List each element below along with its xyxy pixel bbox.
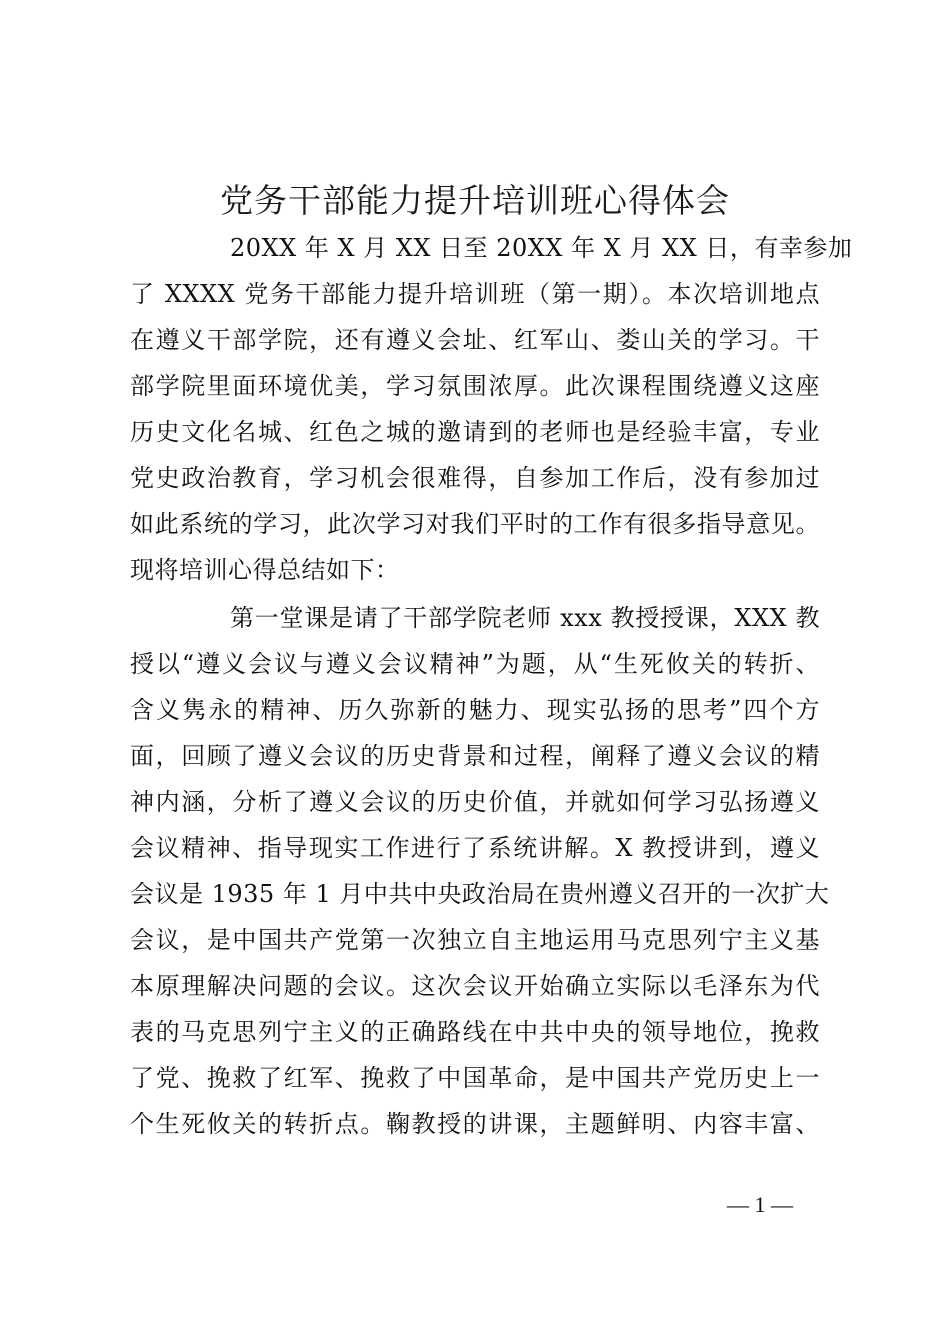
paragraph-line: 第一堂课是请了干部学院老师 xxx 教授授课，XXX 教 bbox=[230, 604, 820, 632]
paragraph-line: 会议，是中国共产党第一次独立自主地运用马克思列宁主义基 bbox=[130, 926, 820, 954]
paragraph-line: 会议精神、指导现实工作进行了系统讲解。X 教授讲到，遵义 bbox=[130, 834, 820, 862]
paragraph-line: 历史文化名城、红色之城的邀请到的老师也是经验丰富，专业 bbox=[130, 418, 820, 446]
paragraph-line: 了党、挽救了红军、挽救了中国革命，是中国共产党历史上一 bbox=[130, 1064, 820, 1092]
document-title: 党务干部能力提升培训班心得体会 bbox=[220, 181, 730, 220]
paragraph-line: 含义隽永的精神、历久弥新的魅力、现实弘扬的思考”四个方 bbox=[130, 696, 820, 724]
paragraph-line: 会议是 1935 年 1 月中共中央政治局在贵州遵义召开的一次扩大 bbox=[130, 880, 830, 908]
paragraph-line: 如此系统的学习，此次学习对我们平时的工作有很多指导意见。 bbox=[130, 510, 820, 538]
paragraph-line: 党史政治教育，学习机会很难得，自参加工作后，没有参加过 bbox=[130, 464, 820, 492]
paragraph-line: 了 XXXX 党务干部能力提升培训班（第一期）。本次培训地点 bbox=[130, 280, 820, 308]
paragraph-line: 部学院里面环境优美，学习氛围浓厚。此次课程围绕遵义这座 bbox=[130, 372, 820, 400]
paragraph-line: 现将培训心得总结如下： bbox=[130, 556, 400, 584]
paragraph-line: 20XX 年 X 月 XX 日至 20XX 年 X 月 XX 日，有幸参加 bbox=[230, 234, 853, 262]
paragraph-line: 在遵义干部学院，还有遵义会址、红军山、娄山关的学习。干 bbox=[130, 326, 820, 354]
paragraph-line: 表的马克思列宁主义的正确路线在中共中央的领导地位，挽救 bbox=[130, 1018, 820, 1046]
page-number: — 1 — bbox=[727, 1192, 793, 1217]
paragraph-line: 个生死攸关的转折点。鞠教授的讲课，主题鲜明、内容丰富、 bbox=[130, 1110, 820, 1138]
paragraph-line: 面，回顾了遵义会议的历史背景和过程，阐释了遵义会议的精 bbox=[130, 742, 820, 770]
paragraph-line: 授以“遵义会议与遵义会议精神”为题，从“生死攸关的转折、 bbox=[130, 650, 820, 678]
paragraph-line: 神内涵，分析了遵义会议的历史价值，并就如何学习弘扬遵义 bbox=[130, 788, 820, 816]
paragraph-line: 本原理解决问题的会议。这次会议开始确立实际以毛泽东为代 bbox=[130, 972, 820, 1000]
